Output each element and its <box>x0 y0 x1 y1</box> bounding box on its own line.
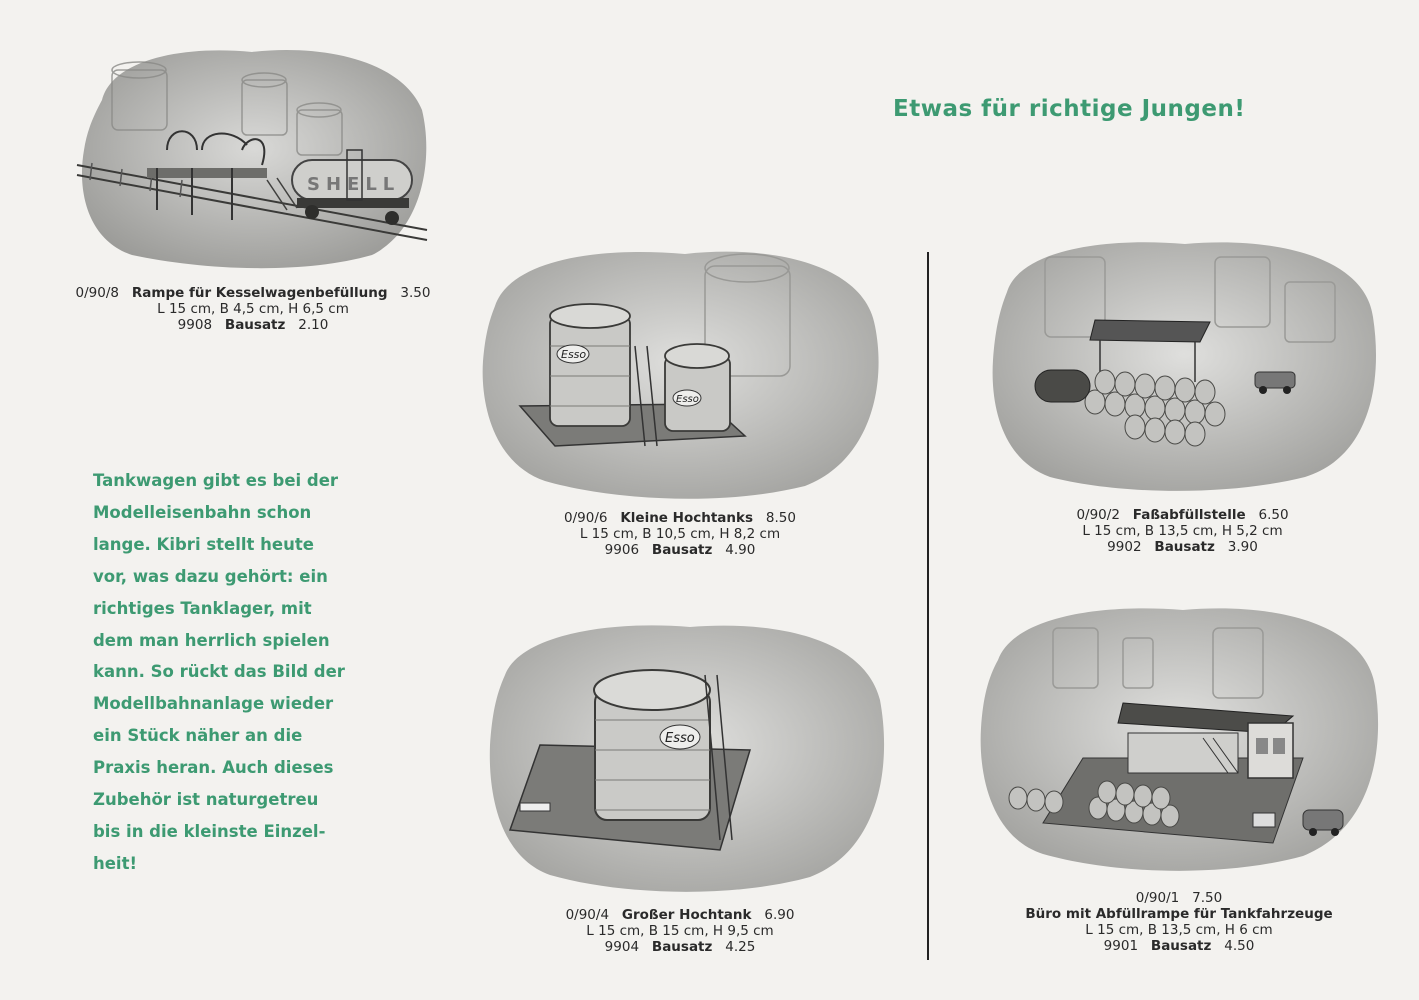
product-code: 0/90/8 <box>75 285 119 301</box>
product-name: Kleine Hochtanks <box>620 510 754 526</box>
office-filling-ramp-photo <box>973 598 1385 878</box>
kit-price: 2.10 <box>298 317 329 333</box>
intro-line: vor, was dazu gehört: ein <box>93 566 328 586</box>
intro-line: ein Stück näher an die <box>93 726 303 746</box>
intro-line: Praxis heran. Auch dieses <box>93 758 334 778</box>
product-price: 6.90 <box>764 907 795 923</box>
kit-label: Bausatz <box>1150 938 1212 954</box>
caption-grosser-hochtank <box>475 907 885 955</box>
product-price: 8.50 <box>765 510 796 526</box>
esso-logo-1: Esso <box>561 348 587 361</box>
kit-label: Bausatz <box>651 542 713 558</box>
intro-line: Modellbahnanlage wieder <box>93 694 334 714</box>
product-name: Rampe für Kesselwagenbefüllung <box>131 285 388 301</box>
loading-ramp-photo <box>72 40 434 272</box>
large-tank-photo <box>480 615 890 900</box>
kit-label: Bausatz <box>224 317 286 333</box>
product-code: 0/90/2 <box>1076 507 1120 523</box>
kit-code: 9904 <box>604 939 640 955</box>
kit-price: 4.90 <box>725 542 756 558</box>
product-code: 0/90/1 <box>1135 890 1180 906</box>
product-name: Faßabfüllstelle <box>1132 507 1246 523</box>
kit-label: Bausatz <box>1154 539 1215 555</box>
product-name: Büro mit Abfüllrampe für Tankfahrzeuge <box>1025 906 1333 922</box>
intro-text <box>93 465 363 880</box>
kit-code: 9908 <box>177 317 213 333</box>
intro-line: Zubehör ist naturgetreu <box>93 790 319 810</box>
product-dimensions: L 15 cm, B 4,5 cm, H 6,5 cm <box>157 301 349 317</box>
kit-price: 4.50 <box>1224 938 1255 954</box>
product-dimensions: L 15 cm, B 15 cm, H 9,5 cm <box>586 923 774 939</box>
kit-code: 9906 <box>604 542 640 558</box>
product-code: 0/90/6 <box>564 510 608 526</box>
product-dimensions: L 15 cm, B 13,5 cm, H 5,2 cm <box>1082 523 1283 539</box>
esso-logo-3: Esso <box>665 731 695 746</box>
small-tanks-photo <box>475 236 885 504</box>
intro-line: richtiges Tanklager, mit <box>93 598 312 618</box>
caption-rampe <box>72 285 434 333</box>
kit-code: 9901 <box>1103 938 1139 954</box>
product-price: 6.50 <box>1258 507 1289 523</box>
product-price: 3.50 <box>400 285 431 301</box>
intro-line: heit! <box>93 853 138 873</box>
esso-logo-2: Esso <box>676 394 699 405</box>
intro-line: lange. Kibri stellt heute <box>93 534 314 554</box>
product-name: Großer Hochtank <box>621 907 752 923</box>
product-dimensions: L 15 cm, B 10,5 cm, H 8,2 cm <box>579 526 781 542</box>
column-divider <box>927 252 929 960</box>
kit-price: 4.25 <box>725 939 756 955</box>
caption-buero-abfuellrampe <box>973 890 1385 954</box>
intro-line: Modelleisenbahn schon <box>93 502 312 522</box>
intro-line: dem man herrlich spielen <box>93 630 330 650</box>
kit-code: 9902 <box>1107 539 1142 555</box>
product-code: 0/90/4 <box>565 907 610 923</box>
intro-line: Tankwagen gibt es bei der <box>93 471 339 490</box>
product-dimensions: L 15 cm, B 13,5 cm, H 6 cm <box>1085 922 1273 938</box>
tank-wagon-lettering: SHELL <box>307 174 401 195</box>
product-price: 7.50 <box>1192 890 1223 906</box>
page-headline: Etwas für richtige Jungen! <box>893 96 1246 122</box>
caption-kleine-hochtanks <box>475 510 885 558</box>
intro-line: kann. So rückt das Bild der <box>93 662 345 682</box>
kit-price: 3.90 <box>1227 539 1258 555</box>
intro-line: bis in die kleinste Einzel- <box>93 821 326 841</box>
caption-fassabfuellstelle <box>985 507 1380 555</box>
kit-label: Bausatz <box>651 939 713 955</box>
barrel-filling-station-photo <box>985 232 1380 494</box>
